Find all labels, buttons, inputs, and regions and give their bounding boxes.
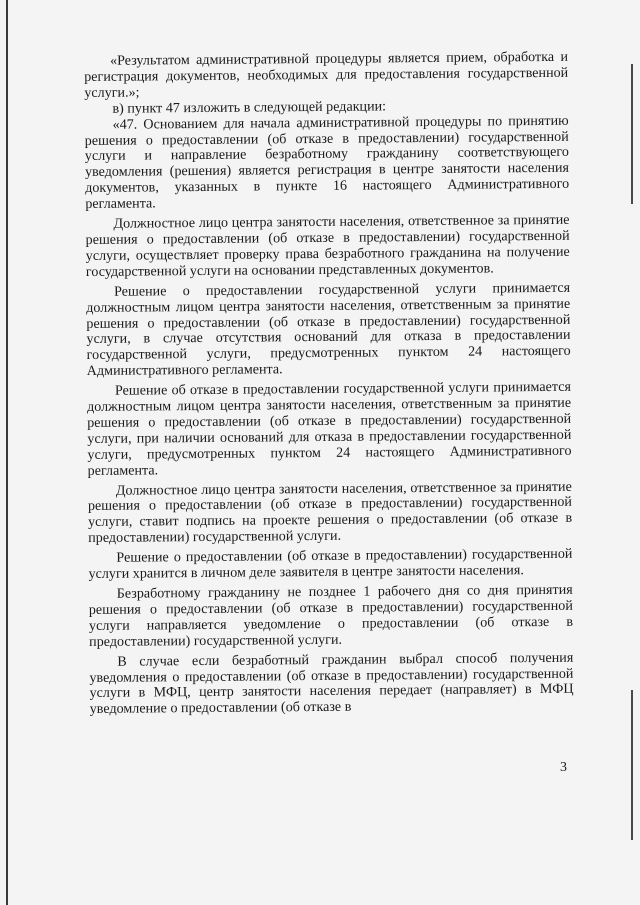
document-body <box>84 50 574 718</box>
paragraph: Решение о предоставлении (об отказе в предоставлении) государственной услуги хранится в личном деле заявителя в центре занятости населения. <box>88 545 573 583</box>
scan-right-mark <box>631 64 633 204</box>
paragraph: в) пункт 47 изложить в следующей редакции: <box>112 98 387 117</box>
page-number: 3 <box>560 760 567 775</box>
paragraph: Решение об отказе в предоставлении государственной услуги принимается должностным лицом центра занятости населения, ответственным за принятие решения о предоставлении (об отказе в предоставлении) государственной услуги, при наличии оснований для отказа в предоставлении государственной услуги, предусмотренных пунктом 24 настоящего Административного регламента. <box>87 378 572 479</box>
paragraph: Решение о предоставлении государственной услуги принимается должностным лицом центра занятости населения, ответственным за принятие решения о предоставлении (об отказе в предоставлении) государственной услуги, в случае отсутствия оснований для отказа в предоставлении государственной услуги, предусмотренных пунктом 24 настоящего Административного регламента. <box>86 279 571 380</box>
paragraph: Должностное лицо центра занятости населения, ответственное за принятие решения о предоставлении (об отказе в предоставлении) государственной услуги, ставит подпись на проекте решения о предоставлении (об отказе в предоставлении) государственной услуги. <box>87 478 573 547</box>
paragraph: «47. Основанием для начала административной процедуры по принятию решения о предоставлении (об отказе в предоставлении) государственной услуги и направление безработному гражданину соответствующего уведомления (решения) является регистрация в центре занятости населения документов, указанных в пункте 16 настоящего Административного регламента. <box>84 112 570 213</box>
paragraph: Должностное лицо центра занятости населения, ответственное за принятие решения о предоставлении (об отказе в предоставлении) государственной услуги, осуществляет проверку права безработного гражданина на получение государственной услуги на основании представленных документов. <box>85 211 570 280</box>
paragraph: «Результатом административной процедуры является прием, обработка и регистрация документов, необходимых для предоставления государственной услуги.»; <box>84 48 569 101</box>
paragraph: Безработному гражданину не позднее 1 рабочего дня со дня принятия решения о предоставлении (об отказе в предоставлении) государственной услуги направляется уведомление о предоставлении (об отказе в предоставлении) государственной услуги. <box>88 581 574 650</box>
scan-left-edge <box>6 0 8 905</box>
scan-right-mark <box>631 690 633 840</box>
paragraph: В случае если безработный гражданин выбрал способ получения уведомления о предоставлении (об отказе в предоставлении) государственной услуги в МФЦ, центр занятости населения передает (направляет) в МФЦ уведомление о предоставлении (об отказе в <box>89 649 574 718</box>
